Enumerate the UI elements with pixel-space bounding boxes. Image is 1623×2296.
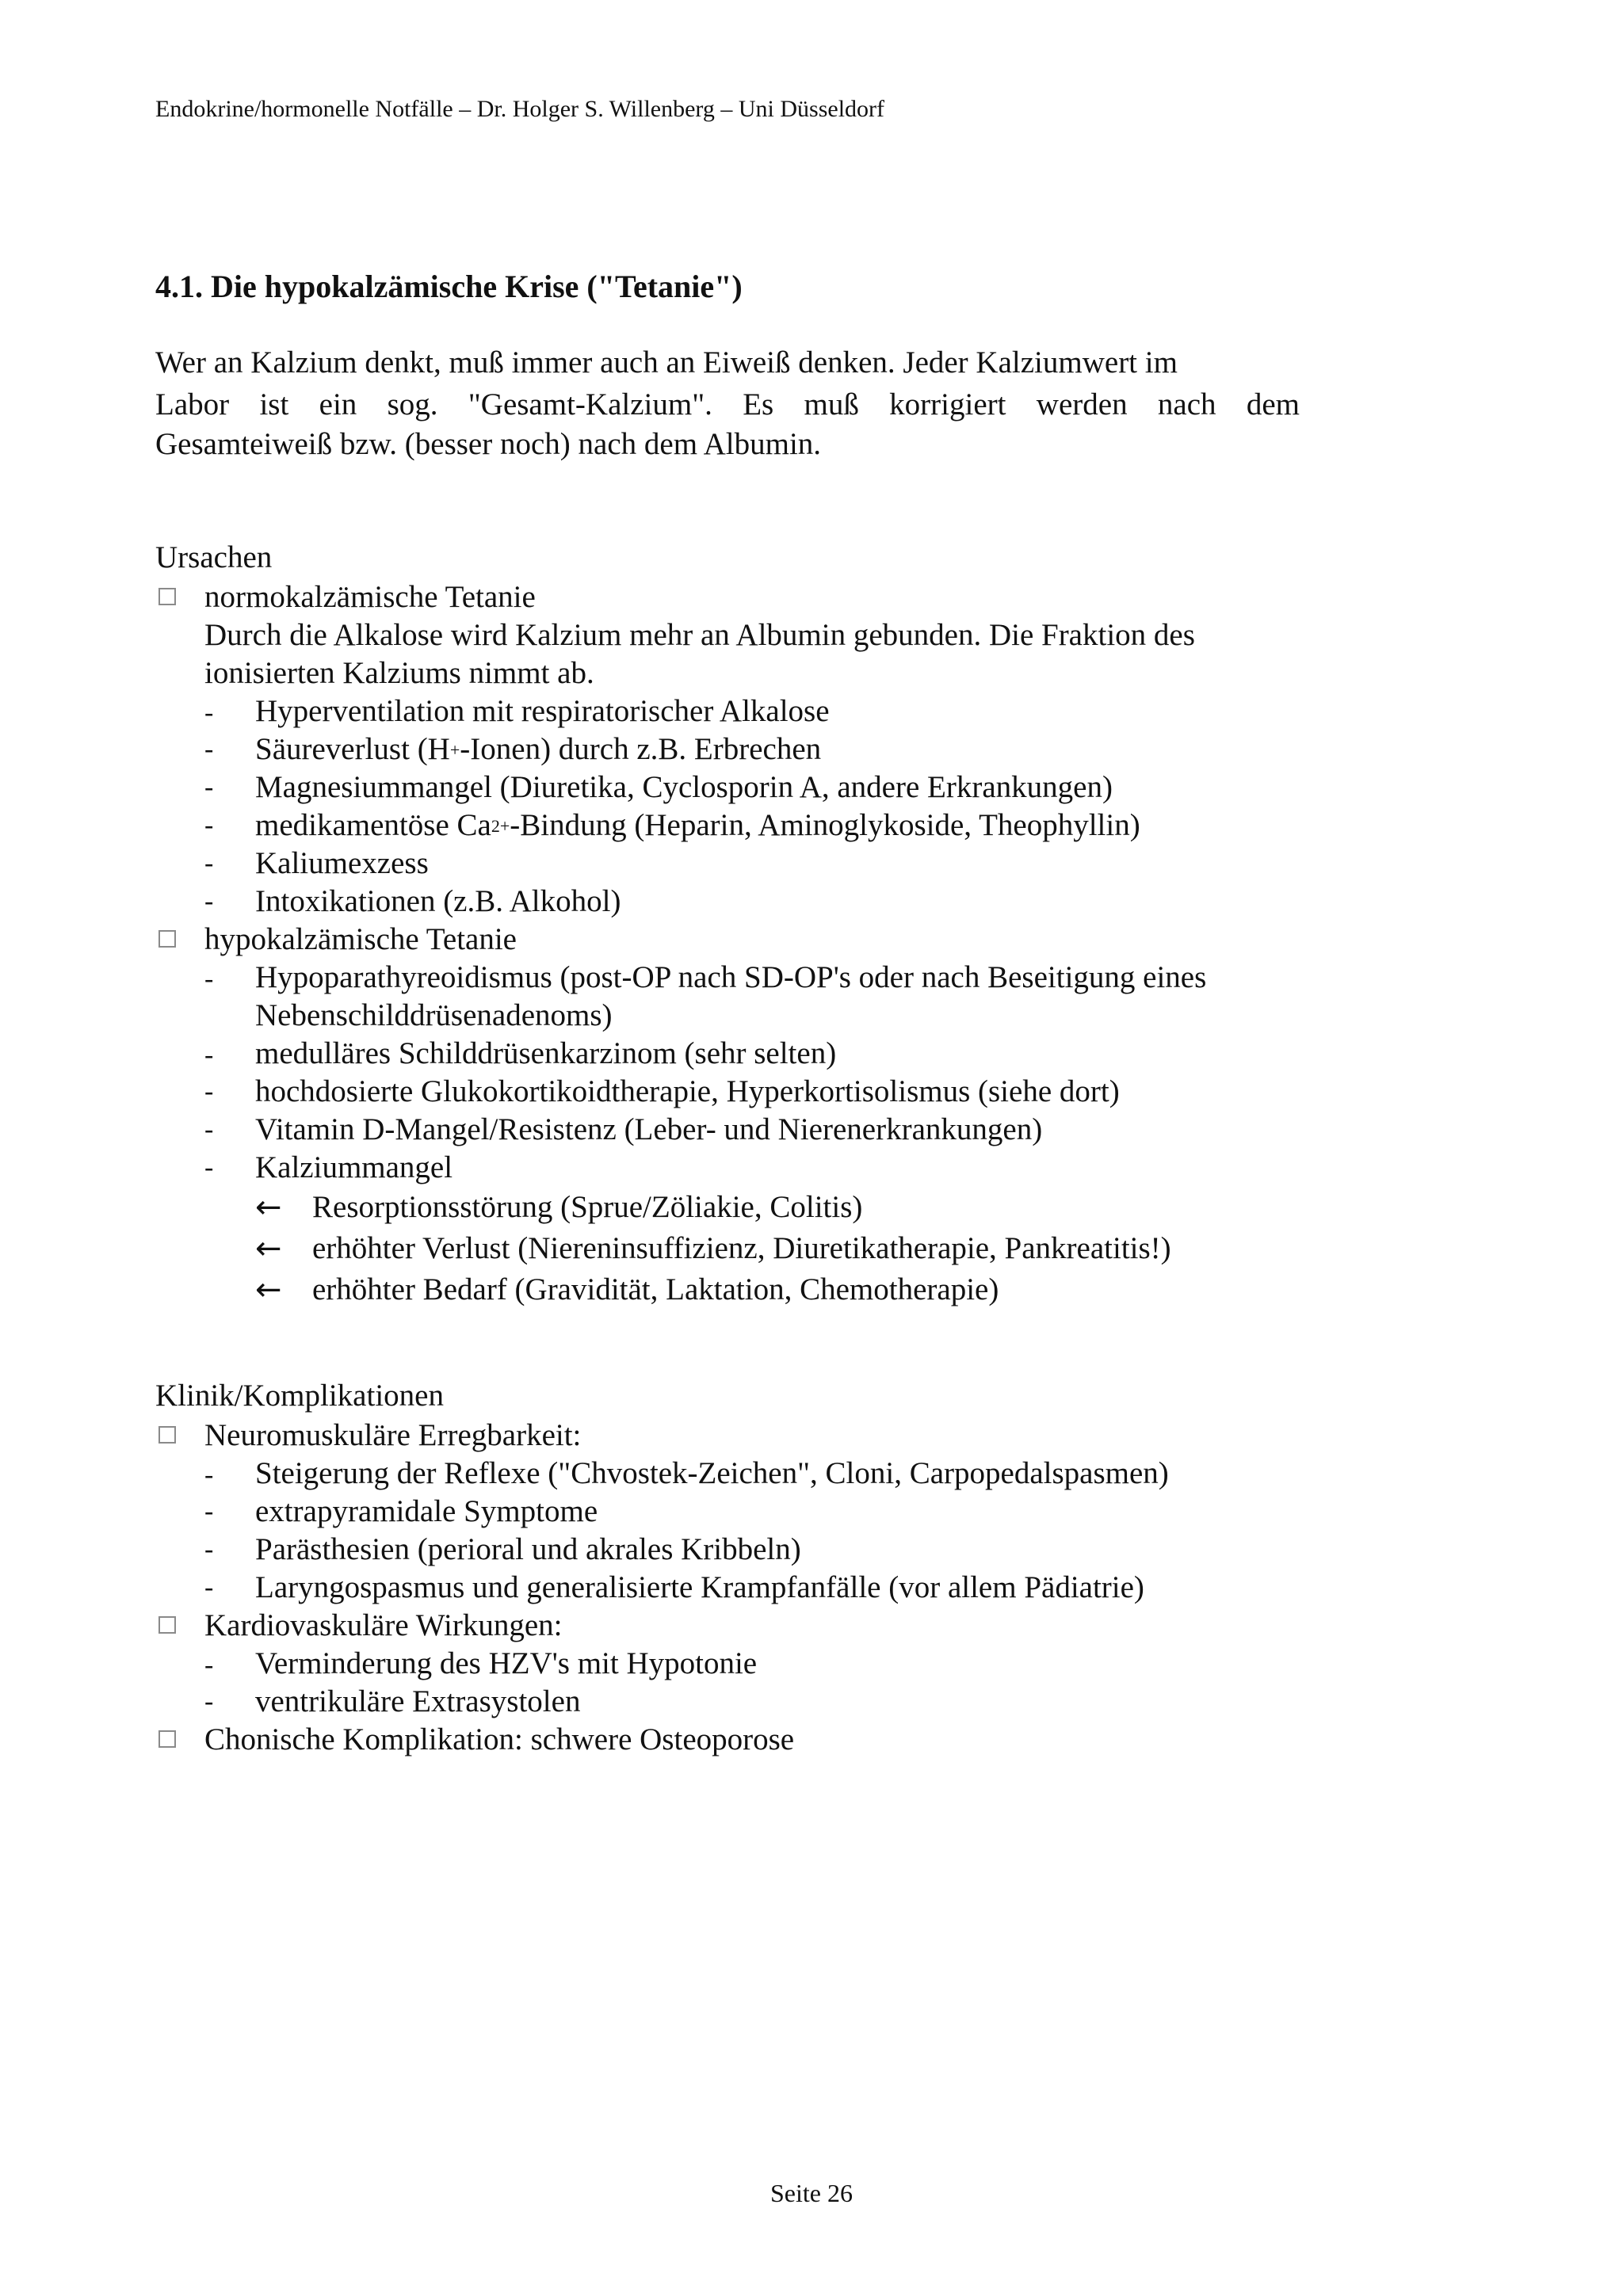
left-arrow-icon: ← [255,1189,282,1226]
page-header: Endokrine/hormonelle Notfälle – Dr. Holger S. Willenberg – Uni Düsseldorf [155,96,885,122]
dash-bullet: - [204,810,214,840]
list-item: Säureverlust $(H_+-Ionen)$ durch z.B. Erbrechen [255,732,822,766]
list-item: extrapyramidale Symptome [255,1494,598,1528]
list-item: hochdosierte Glukokortikoidtherapie, Hyperkortisolismus (siehe dort) [255,1074,1120,1108]
dash-bullet: - [204,964,214,994]
dash-bullet: - [204,1040,214,1070]
list-item: Hypoparathyreoidismus (post-OP nach SD-OP's oder nach Beseitigung eines [255,960,1207,994]
checkbox-icon [158,588,176,605]
dash-bullet: - [204,1460,214,1489]
checkbox-icon [158,1730,176,1748]
list-item: ventrikuläre Extrasystolen [255,1684,581,1718]
normo-label: normokalzämische Tetanie [204,580,536,614]
list-item: Kaliumexzess [255,846,429,880]
list-item-continuation: Nebenschilddrüsenadenoms) [255,998,613,1032]
sub-list-item: Resorptionsstörung (Sprue/Zöliakie, Colitis) [312,1190,863,1224]
klinik-heading: Klinik/Komplikationen [155,1379,444,1413]
intro-line: Gesamteiweiß bzw. (besser noch) nach dem Albumin. [155,427,822,461]
list-item: Steigerung der Reflexe ("Chvostek-Zeichen", Cloni, Carpopedalspasmen) [255,1456,1169,1490]
dash-bullet: - [204,1687,214,1716]
dash-bullet: - [204,1650,214,1680]
checkbox-icon [158,930,176,948]
kardio-label: Kardiovaskuläre Wirkungen: [204,1608,563,1642]
section-title: 4.1. Die hypokalzämische Krise ("Tetanie") [155,269,743,304]
dash-bullet: - [204,1497,214,1526]
intro-line: Labor ist ein sog. "Gesamt-Kalzium". Es muß korrigiert werden nach dem [155,387,1300,421]
list-item: Verminderung des HZV's mit Hypotonie [255,1646,758,1680]
left-arrow-icon: ← [255,1230,282,1267]
dash-bullet: - [204,1115,214,1144]
superscript: 2+ [491,816,510,836]
list-item: Intoxikationen (z.B. Alkohol) [255,884,621,918]
page-number: Seite 26 [770,2179,853,2207]
normo-desc: ionisierten Kalziums nimmt ab. [204,656,594,690]
dash-bullet: - [204,1573,214,1602]
dash-bullet: - [204,772,214,802]
dash-bullet: - [204,849,214,878]
checkbox-icon [158,1616,176,1634]
dash-bullet: - [204,1077,214,1106]
left-arrow-icon: ← [255,1272,282,1308]
list-item: Laryngospasmus und generalisierte Krampfanfälle (vor allem Pädiatrie) [255,1570,1144,1604]
list-item: Kalziummangel [255,1150,453,1184]
superscript: + [449,740,460,760]
dash-bullet: - [204,887,214,916]
dash-bullet: - [204,1153,214,1182]
checkbox-icon [158,1426,176,1444]
intro-line: Wer an Kalzium denkt, muß immer auch an Eiweiß denken. Jeder Kalziumwert im [155,345,1178,379]
dash-bullet: - [204,1535,214,1564]
ursachen-heading: Ursachen [155,540,273,574]
neuro-label: Neuromuskuläre Erregbarkeit: [204,1418,582,1452]
list-item: Vitamin D-Mangel/Resistenz (Leber- und Nierenerkrankungen) [255,1112,1043,1146]
hypo-label: hypokalzämische Tetanie [204,922,517,956]
dash-bullet: - [204,698,214,727]
list-item: Parästhesien (perioral und akrales Kribbeln) [255,1532,801,1566]
list-item: medikamentöse $Ca_{2+}$-Bindung (Heparin, Aminoglykoside, Theophyllin) [255,808,1140,842]
sub-list-item: erhöhter Verlust (Niereninsuffizienz, Diuretikatherapie, Pankreatitis!) [312,1231,1171,1265]
intro-paragraph [155,341,1300,464]
sub-list-item: erhöhter Bedarf (Gravidität, Laktation, Chemotherapie) [312,1272,999,1306]
dash-bullet: - [204,734,214,764]
list-item: Magnesiummangel (Diuretika, Cyclosporin A, andere Erkrankungen) [255,770,1113,804]
chronic-label: Chonische Komplikation: schwere Osteoporose [204,1722,795,1756]
list-item: Hyperventilation mit respiratorischer Alkalose [255,694,830,728]
normo-desc: Durch die Alkalose wird Kalzium mehr an Albumin gebunden. Die Fraktion des [204,618,1195,652]
list-item: medulläres Schilddrüsenkarzinom (sehr selten) [255,1036,837,1070]
